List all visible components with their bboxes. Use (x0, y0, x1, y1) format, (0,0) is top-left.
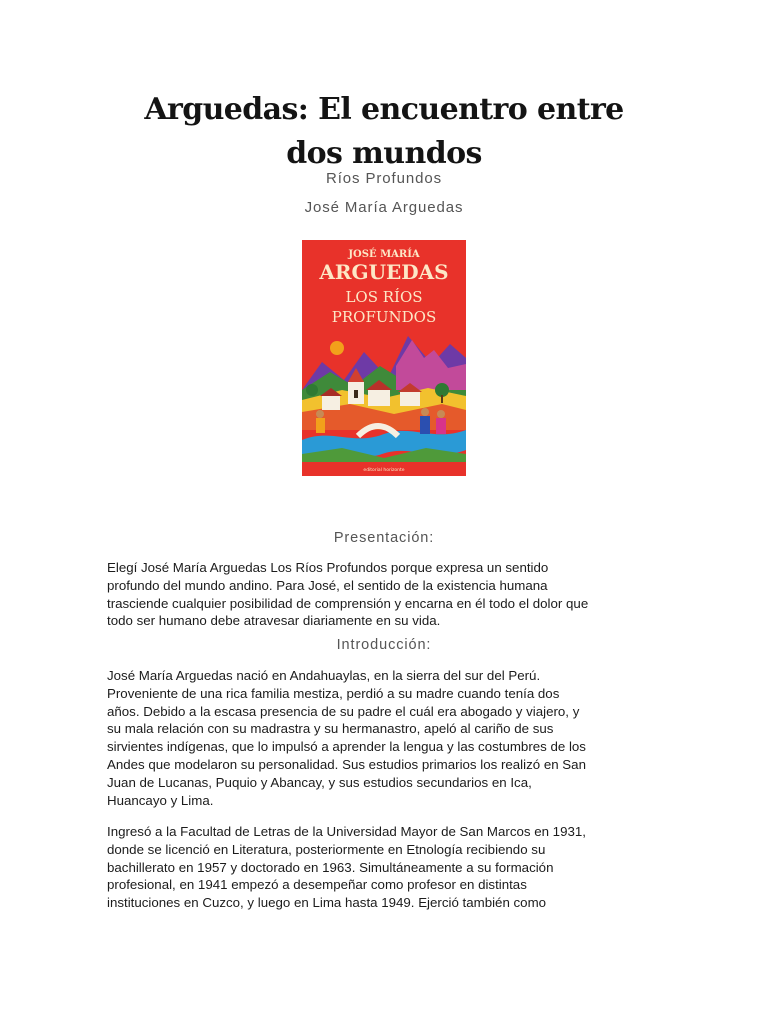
text-line: bachillerato en 1957 y doctorado en 1963. Simultáneamente a su formación (107, 859, 554, 875)
document-title (84, 88, 684, 176)
text-line: Ingresó a la Facultad de Letras de la Universidad Mayor de San Marcos en 1931, (107, 824, 586, 839)
book-cover-image (302, 240, 466, 476)
text-line: todo ser humano debe atravesar diariamente en su vida. (107, 613, 441, 629)
text-line: José María Arguedas nació en Andahuaylas, en la sierra del sur del Perú. (107, 668, 541, 683)
text-line: su mala relación con su madrastra y su hermanastro, apeló al cariño de sus (107, 721, 554, 737)
book-title-subtitle: Ríos Profundos (326, 170, 442, 187)
text-line: trasciende cualquier posibilidad de comprensión y encarna en él todo el dolor que (107, 595, 589, 611)
text-line: donde se licenció en Literatura, posteriormente en Etnología recibiendo su (107, 841, 546, 857)
title-line-2: dos mundos (286, 136, 482, 171)
section-heading-introduccion: Introducción: (336, 637, 432, 653)
text-line: Juan de Lucanas, Puquio y Abancay, y sus estudios secundarios en Ica, (107, 774, 532, 790)
cover-title-line-1: LOS RÍOS (345, 288, 423, 306)
text-line: Elegí José María Arguedas Los Ríos Profundos porque expresa un sentido (107, 560, 549, 575)
text-line: instituciones en Cuzco, y luego en Lima hasta 1949. Ejerció también como (107, 895, 547, 911)
title-line-1: Arguedas: El encuentro entre (144, 92, 624, 127)
author-subtitle: José María Arguedas (304, 199, 464, 216)
presentacion-paragraph (107, 559, 667, 630)
text-line: años. Debido a la escasa presencia de su padre el cuál era abogado y viajero, y (107, 703, 580, 719)
text-line: Proveniente de una rica familia mestiza, perdió a su madre cuando tenía dos (107, 685, 560, 701)
section-heading-presentacion: Presentación: (333, 530, 435, 546)
introduccion-paragraph-1 (107, 667, 667, 809)
cover-author-line-2: ARGUEDAS (319, 260, 449, 284)
text-line: Andes que modelaron su personalidad. Sus estudios primarios los realizó en San (107, 756, 586, 772)
introduccion-paragraph-2 (107, 823, 667, 912)
cover-publisher: editorial horizonte (363, 468, 405, 473)
cover-title-line-2: PROFUNDOS (331, 308, 437, 326)
text-line: Huancayo y Lima. (107, 792, 214, 808)
cover-author-line-1: JOSÉ MARÍA (348, 249, 420, 260)
text-line: sirvientes indígenas, que lo impulsó a aprender la lengua y las costumbres de los (107, 739, 586, 755)
text-line: profesional, en 1941 empezó a desempeñar como profesor en distintas (107, 877, 527, 893)
text-line: profundo del mundo andino. Para José, el sentido de la existencia humana (107, 577, 548, 593)
